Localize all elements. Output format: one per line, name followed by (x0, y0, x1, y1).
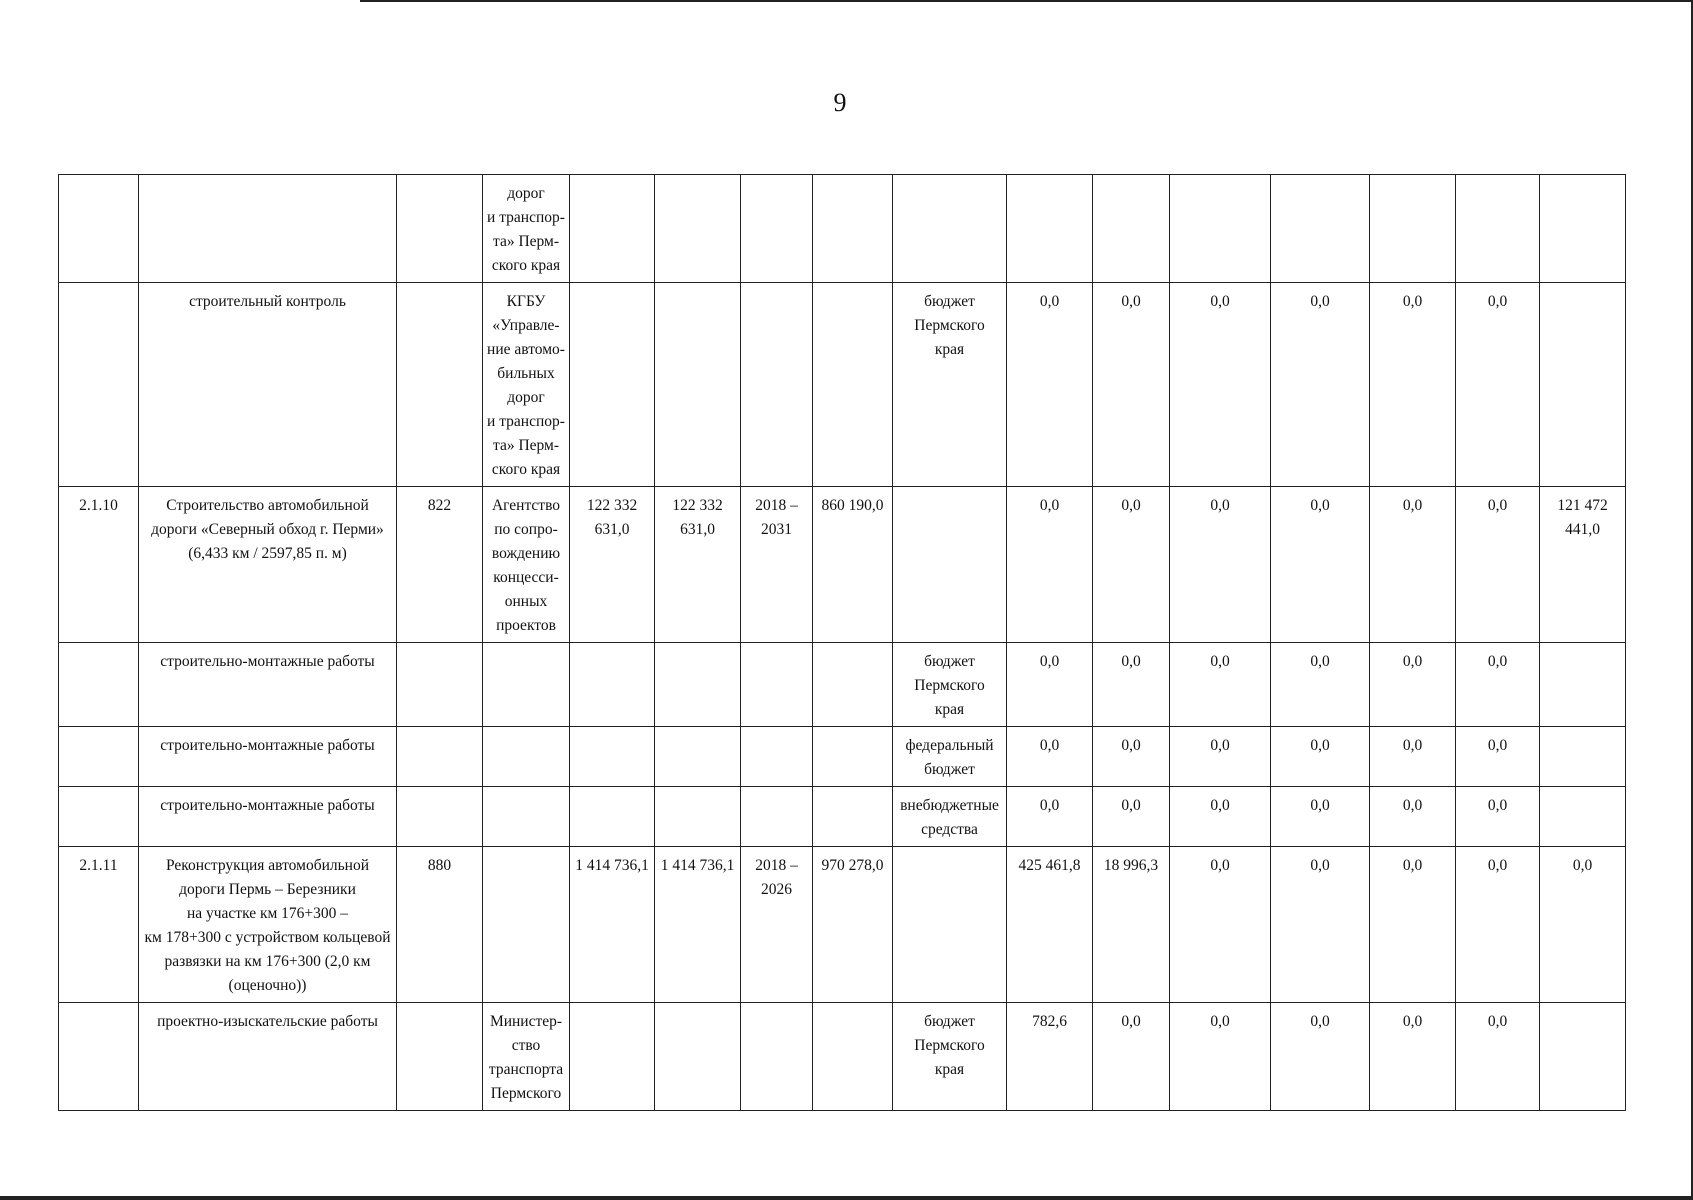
cell-source (893, 847, 1007, 1003)
cell-source: бюджет Пермского края (893, 643, 1007, 727)
cell-name: строительный контроль (139, 283, 397, 487)
cell-capacity (813, 283, 893, 487)
cell-name (139, 175, 397, 283)
page-number: 9 (833, 88, 847, 117)
cell-period: 2018 – 2026 (741, 847, 813, 1003)
cell-source (893, 487, 1007, 643)
cell-value-5: 0,0 (1370, 643, 1456, 727)
cell-name: проектно-изыскательские работы (139, 1003, 397, 1111)
cell-value-3: 0,0 (1170, 727, 1271, 787)
cell-value-1: 0,0 (1007, 787, 1093, 847)
cell-period (741, 175, 813, 283)
cell-period (741, 643, 813, 727)
cell-code: 2.1.11 (59, 847, 139, 1003)
cell-value-2: 0,0 (1093, 487, 1170, 643)
cell-name: строительно-монтажные работы (139, 643, 397, 727)
cell-source: федеральный бюджет (893, 727, 1007, 787)
cell-gp (397, 175, 483, 283)
cell-value-6: 0,0 (1456, 787, 1540, 847)
cell-value-2: 0,0 (1093, 1003, 1170, 1111)
cell-value-6: 0,0 (1456, 1003, 1540, 1111)
cell-capacity (813, 175, 893, 283)
cell-name: строительно-монтажные работы (139, 727, 397, 787)
cell-value-4 (1271, 175, 1370, 283)
cell-value-7 (1540, 787, 1626, 847)
cell-value-1: 0,0 (1007, 727, 1093, 787)
cell-value-1: 425 461,8 (1007, 847, 1093, 1003)
cell-code (59, 283, 139, 487)
cell-capacity (813, 1003, 893, 1111)
cell-value-4: 0,0 (1271, 283, 1370, 487)
cell-cost-total (570, 643, 655, 727)
cell-cost-estimate: 1 414 736,1 (655, 847, 741, 1003)
cell-cost-total (570, 175, 655, 283)
cell-value-2: 0,0 (1093, 727, 1170, 787)
table-row (59, 727, 1626, 787)
cell-value-5: 0,0 (1370, 727, 1456, 787)
cell-gp (397, 787, 483, 847)
cell-code (59, 727, 139, 787)
cell-capacity (813, 643, 893, 727)
cell-value-4: 0,0 (1271, 487, 1370, 643)
cell-gp (397, 727, 483, 787)
program-table (58, 174, 1626, 1111)
cell-cost-estimate (655, 727, 741, 787)
cell-value-3: 0,0 (1170, 283, 1271, 487)
cell-value-2: 18 996,3 (1093, 847, 1170, 1003)
cell-period: 2018 – 2031 (741, 487, 813, 643)
cell-cost-total (570, 283, 655, 487)
cell-value-7: 0,0 (1540, 847, 1626, 1003)
cell-gp (397, 283, 483, 487)
cell-value-4: 0,0 (1271, 847, 1370, 1003)
table-row (59, 175, 1626, 283)
cell-value-4: 0,0 (1271, 1003, 1370, 1111)
cell-value-6: 0,0 (1456, 283, 1540, 487)
cell-gp: 880 (397, 847, 483, 1003)
cell-period (741, 727, 813, 787)
table-row (59, 1003, 1626, 1111)
cell-value-7: 121 472 441,0 (1540, 487, 1626, 643)
cell-executor (483, 787, 570, 847)
cell-capacity: 860 190,0 (813, 487, 893, 643)
cell-cost-estimate (655, 283, 741, 487)
cell-code (59, 175, 139, 283)
cell-cost-estimate (655, 787, 741, 847)
cell-executor (483, 847, 570, 1003)
cell-value-4: 0,0 (1271, 643, 1370, 727)
cell-value-1 (1007, 175, 1093, 283)
cell-capacity (813, 787, 893, 847)
cell-value-5: 0,0 (1370, 283, 1456, 487)
cell-value-4: 0,0 (1271, 787, 1370, 847)
cell-gp: 822 (397, 487, 483, 643)
cell-cost-total (570, 787, 655, 847)
cell-source (893, 175, 1007, 283)
cell-value-6 (1456, 175, 1540, 283)
cell-code: 2.1.10 (59, 487, 139, 643)
cell-value-6: 0,0 (1456, 847, 1540, 1003)
cell-value-1: 0,0 (1007, 487, 1093, 643)
cell-value-3 (1170, 175, 1271, 283)
cell-cost-estimate (655, 643, 741, 727)
cell-value-7 (1540, 175, 1626, 283)
cell-code (59, 787, 139, 847)
cell-value-5: 0,0 (1370, 487, 1456, 643)
scan-border-bottom (0, 1196, 1693, 1200)
cell-value-5 (1370, 175, 1456, 283)
cell-executor (483, 727, 570, 787)
cell-value-5: 0,0 (1370, 787, 1456, 847)
table-row (59, 487, 1626, 643)
cell-value-3: 0,0 (1170, 1003, 1271, 1111)
cell-value-7 (1540, 727, 1626, 787)
cell-period (741, 787, 813, 847)
cell-value-1: 0,0 (1007, 643, 1093, 727)
cell-source: внебюджетные средства (893, 787, 1007, 847)
table-row (59, 283, 1626, 487)
cell-executor: Агентство по сопро- вождению концесси- онных проектов (483, 487, 570, 643)
table-row (59, 643, 1626, 727)
cell-code (59, 643, 139, 727)
cell-name: Реконструкция автомобильной дороги Пермь – Березники на участке км 176+300 – км 178+300 с устройством кольцевой развязки на км 176+300 (2,0 км (оценочно)) (139, 847, 397, 1003)
cell-executor (483, 643, 570, 727)
cell-value-5: 0,0 (1370, 1003, 1456, 1111)
cell-gp (397, 1003, 483, 1111)
cell-value-4: 0,0 (1271, 727, 1370, 787)
cell-value-1: 0,0 (1007, 283, 1093, 487)
cell-executor: дорог и транспор- та» Перм- ского края (483, 175, 570, 283)
cell-code (59, 1003, 139, 1111)
cell-period (741, 283, 813, 487)
cell-value-2: 0,0 (1093, 283, 1170, 487)
cell-capacity: 970 278,0 (813, 847, 893, 1003)
cell-value-3: 0,0 (1170, 643, 1271, 727)
cell-gp (397, 643, 483, 727)
cell-value-1: 782,6 (1007, 1003, 1093, 1111)
cell-source: бюджет Пермского края (893, 283, 1007, 487)
cell-cost-total: 122 332 631,0 (570, 487, 655, 643)
cell-cost-estimate (655, 175, 741, 283)
cell-capacity (813, 727, 893, 787)
cell-value-7 (1540, 643, 1626, 727)
scan-border-top (360, 0, 1693, 2)
cell-source: бюджет Пермского края (893, 1003, 1007, 1111)
cell-cost-total (570, 727, 655, 787)
cell-executor: Министер- ство транспорта Пермского (483, 1003, 570, 1111)
cell-cost-total (570, 1003, 655, 1111)
cell-value-6: 0,0 (1456, 643, 1540, 727)
cell-cost-estimate (655, 1003, 741, 1111)
cell-value-3: 0,0 (1170, 847, 1271, 1003)
cell-executor: КГБУ «Управле- ние автомо- бильных дорог и транспор- та» Перм- ского края (483, 283, 570, 487)
table-row (59, 787, 1626, 847)
cell-cost-total: 1 414 736,1 (570, 847, 655, 1003)
cell-value-2: 0,0 (1093, 787, 1170, 847)
cell-value-6: 0,0 (1456, 487, 1540, 643)
cell-value-2: 0,0 (1093, 643, 1170, 727)
cell-value-3: 0,0 (1170, 787, 1271, 847)
cell-value-7 (1540, 283, 1626, 487)
table-row (59, 847, 1626, 1003)
cell-value-7 (1540, 1003, 1626, 1111)
cell-value-6: 0,0 (1456, 727, 1540, 787)
cell-cost-estimate: 122 332 631,0 (655, 487, 741, 643)
cell-value-3: 0,0 (1170, 487, 1271, 643)
cell-value-2 (1093, 175, 1170, 283)
cell-name: строительно-монтажные работы (139, 787, 397, 847)
cell-value-5: 0,0 (1370, 847, 1456, 1003)
cell-period (741, 1003, 813, 1111)
cell-name: Строительство автомобильной дороги «Северный обход г. Перми» (6,433 км / 2597,85 п. м) (139, 487, 397, 643)
